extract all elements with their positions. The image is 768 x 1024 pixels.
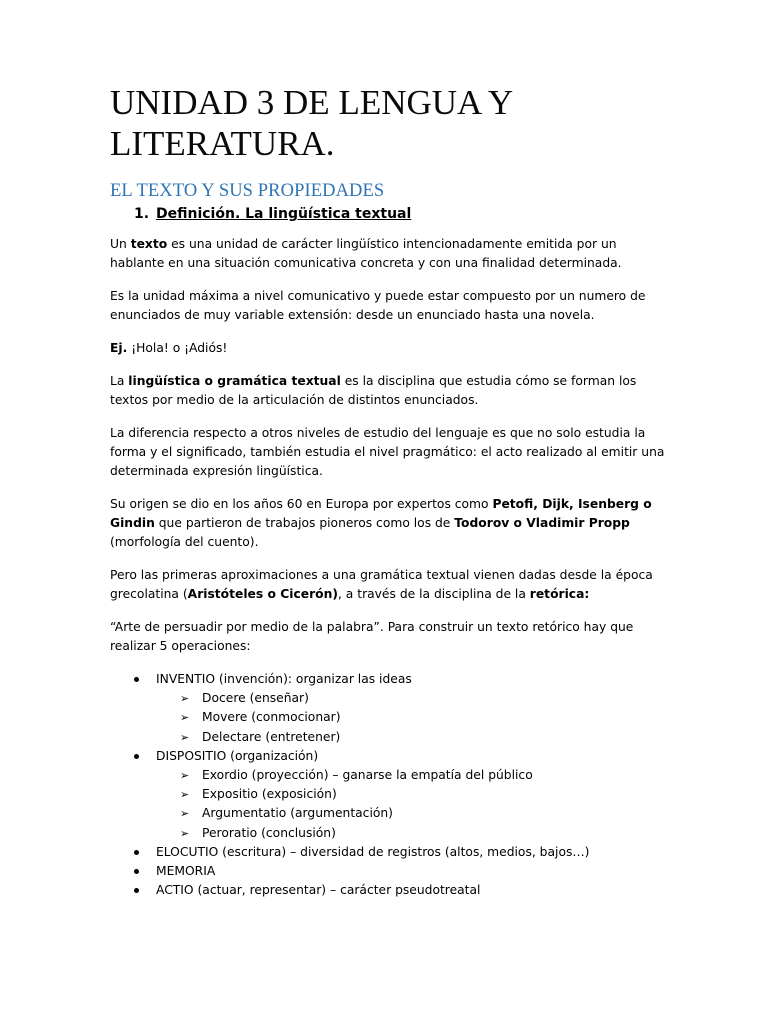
p4-bold-term: lingüística o gramática textual bbox=[128, 374, 341, 388]
arrow-bullet-icon: ➢ bbox=[180, 730, 190, 744]
sub-list-item bbox=[156, 804, 670, 823]
arrow-bullet-icon: ➢ bbox=[180, 826, 190, 840]
list-item-text: ACTIO (actuar, representar) – carácter pseudotreatal bbox=[156, 883, 481, 898]
paragraph-6 bbox=[110, 495, 670, 552]
p4-text-a: La bbox=[110, 374, 129, 388]
section-heading-text: Definición. La lingüística textual bbox=[156, 206, 412, 222]
list-item-text: ELOCUTIO (escritura) – diversidad de registros (altos, medios, bajos…) bbox=[156, 844, 590, 859]
document-page bbox=[110, 82, 670, 900]
sub-list-item-text: Movere (conmocionar) bbox=[202, 710, 341, 725]
sub-list-item-text: Exordio (proyección) – ganarse la empatía del público bbox=[202, 768, 533, 783]
arrow-bullet-icon: ➢ bbox=[180, 711, 190, 725]
p6-bold-authors: Petofi, Dijk, Isenberg o Gindin bbox=[110, 497, 652, 530]
paragraph-2: Es la unidad máxima a nivel comunicativo y puede estar compuesto por un numero de enunciados de muy variable extensión: desde un enunciado hasta una novela. bbox=[110, 289, 646, 322]
p4-text-c: es la disciplina que estudia cómo se forman los textos por medio de la articulación de distintos enunciados. bbox=[110, 374, 637, 407]
p7-text-a: Pero las primeras aproximaciones a una gramática textual vienen dadas desde la época grecolatina ( bbox=[110, 568, 653, 601]
p6-text-c: que partieron de trabajos pioneros como los de bbox=[154, 516, 455, 530]
sub-list-item bbox=[156, 708, 670, 727]
arrow-bullet-icon: ➢ bbox=[180, 692, 190, 706]
list-item bbox=[110, 843, 670, 862]
p7-bold-authors: Aristóteles o Cicerón) bbox=[187, 587, 338, 601]
section-number: 1. bbox=[134, 206, 150, 222]
paragraph-7 bbox=[110, 566, 670, 604]
sub-list bbox=[156, 766, 670, 843]
sub-list-item bbox=[156, 824, 670, 843]
p6-text-e: (morfología del cuento). bbox=[110, 535, 259, 549]
list-item bbox=[110, 747, 670, 843]
paragraph-5: La diferencia respecto a otros niveles de estudio del lenguaje es que no solo estudia la forma y el significado, también estudia el nivel pragmático: el acto realizado al emitir una determinada expresión lingüística. bbox=[110, 426, 665, 478]
p3-bold-ej: Ej. bbox=[110, 341, 128, 355]
list-item-text: MEMORIA bbox=[156, 864, 216, 879]
p1-text-a: Un bbox=[110, 237, 131, 251]
section-subtitle: EL TEXTO Y SUS PROPIEDADES bbox=[110, 181, 385, 201]
list-item-text: DISPOSITIO (organización) bbox=[156, 748, 319, 763]
arrow-bullet-icon: ➢ bbox=[180, 769, 190, 783]
document-title bbox=[110, 82, 670, 164]
title-line-2: LITERATURA. bbox=[110, 124, 335, 163]
title-line-1: UNIDAD 3 DE LENGUA Y bbox=[110, 83, 514, 122]
sub-list-item bbox=[156, 766, 670, 785]
paragraph-4 bbox=[110, 372, 670, 410]
list-item bbox=[110, 881, 670, 900]
section-heading bbox=[134, 206, 670, 222]
sub-list-item-text: Expositio (exposición) bbox=[202, 787, 337, 802]
paragraph-1 bbox=[110, 235, 670, 273]
sub-list bbox=[156, 689, 670, 747]
list-item bbox=[110, 862, 670, 881]
sub-list-item-text: Argumentatio (argumentación) bbox=[202, 806, 393, 821]
p3-text-b: ¡Hola! o ¡Adiós! bbox=[127, 341, 228, 355]
arrow-bullet-icon: ➢ bbox=[180, 788, 190, 802]
sub-list-item-text: Delectare (entretener) bbox=[202, 729, 341, 744]
p1-bold-term: texto bbox=[130, 237, 168, 251]
paragraph-3 bbox=[110, 339, 670, 358]
p7-bold-retorica: retórica: bbox=[529, 587, 590, 601]
arrow-bullet-icon: ➢ bbox=[180, 807, 190, 821]
sub-list-item-text: Docere (enseñar) bbox=[202, 691, 309, 706]
p6-text-a: Su origen se dio en los años 60 en Europa por expertos como bbox=[110, 497, 493, 511]
p1-text-c: es una unidad de carácter lingüístico intencionadamente emitida por un hablante en una situación comunicativa concreta y con una finalidad determinada. bbox=[110, 237, 622, 270]
sub-list-item bbox=[156, 689, 670, 708]
p6-bold-pioneers: Todorov o Vladimir Propp bbox=[454, 516, 630, 530]
sub-list-item-text: Peroratio (conclusión) bbox=[202, 825, 336, 840]
list-item bbox=[110, 670, 670, 747]
p7-text-c: , a través de la disciplina de la bbox=[337, 587, 530, 601]
sub-list-item bbox=[156, 785, 670, 804]
list-item-text: INVENTIO (invención): organizar las ideas bbox=[156, 672, 412, 686]
operations-list bbox=[110, 670, 670, 900]
sub-list-item bbox=[156, 728, 670, 747]
paragraph-8: “Arte de persuadir por medio de la palabra”. Para construir un texto retórico hay que realizar 5 operaciones: bbox=[110, 620, 634, 653]
